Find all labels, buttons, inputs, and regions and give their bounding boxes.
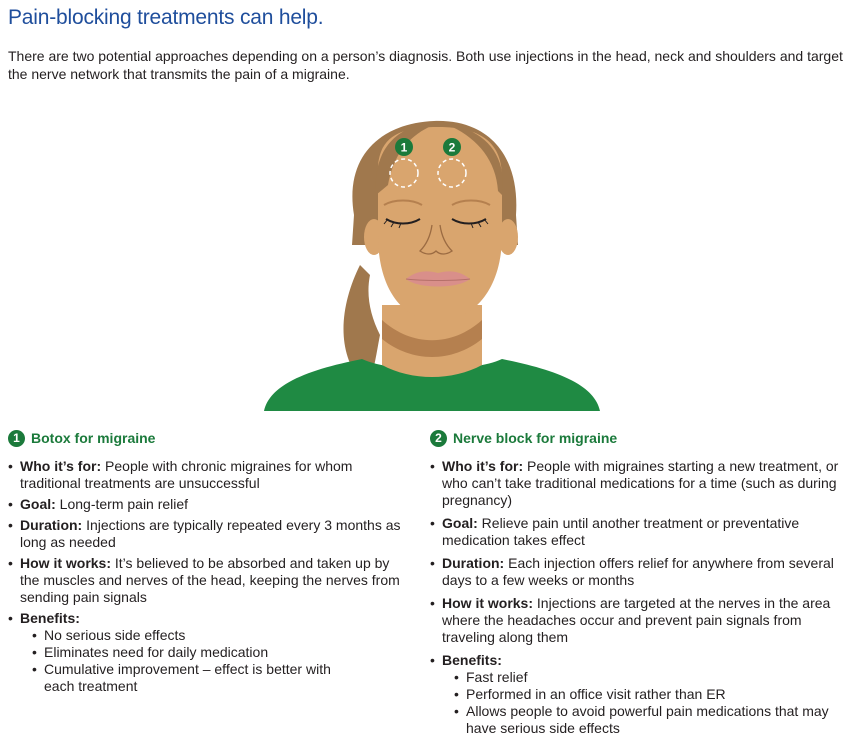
benefits-label: Benefits: <box>20 610 80 626</box>
item-label: Duration: <box>442 555 505 571</box>
number-badge-2: 2 <box>430 430 447 447</box>
item-label: How it works: <box>20 555 112 571</box>
benefit-item: • No serious side effects <box>32 627 408 644</box>
item-label: Who it’s for: <box>20 458 102 474</box>
benefit-item: • Eliminates need for daily medication <box>32 644 408 661</box>
list-item <box>8 555 408 606</box>
list-item <box>430 652 850 737</box>
marker-2 <box>443 138 461 156</box>
intro-paragraph: There are two potential approaches depending on a person’s diagnosis. Both use injections in the head, neck and shoulders and target the nerve network that transmits the pain of a migraine. <box>8 48 843 82</box>
svg-text:2: 2 <box>448 140 456 155</box>
item-label: How it works: <box>442 595 534 611</box>
item-text: Long-term pain relief <box>55 496 189 512</box>
page-title: Pain-blocking treatments can help. <box>8 6 324 29</box>
list-item <box>8 458 408 492</box>
list-item <box>8 496 408 513</box>
botox-column <box>8 428 408 699</box>
item-text: Each injection offers relief for anywhere from several days to a few weeks or months <box>442 555 834 588</box>
list-item <box>430 515 850 549</box>
benefits-label: Benefits: <box>442 652 502 668</box>
woman-face-illustration <box>262 115 602 413</box>
botox-list <box>8 458 408 695</box>
benefit-item: • Allows people to avoid powerful pain medications that may have serious side effects <box>454 703 850 737</box>
nerve-block-title: Nerve block for migraine <box>453 430 618 446</box>
benefits-list <box>442 669 850 737</box>
item-text: Injections are typically repeated every 3 months as long as needed <box>20 517 401 550</box>
item-text: It’s believed to be absorbed and taken up by the muscles and nerves of the head, keeping the nerves from sending pain signals <box>20 555 400 605</box>
list-item <box>430 555 850 589</box>
item-label: Duration: <box>20 517 83 533</box>
list-item <box>430 595 850 646</box>
item-label: Goal: <box>442 515 478 531</box>
item-label: Who it’s for: <box>442 458 524 474</box>
benefit-item: • Cumulative improvement – effect is better with each treatment <box>32 661 334 695</box>
item-text: People with chronic migraines for whom traditional treatments are unsuccessful <box>20 458 353 491</box>
item-text: Injections are targeted at the nerves in the area where the headaches occur and prevent pain signals from traveling along them <box>442 595 831 645</box>
benefit-item: • Fast relief <box>454 669 850 686</box>
nerve-block-list <box>430 458 850 737</box>
list-item <box>8 517 408 551</box>
botox-title: Botox for migraine <box>31 430 156 446</box>
marker-1 <box>395 138 413 156</box>
number-badge-1: 1 <box>8 430 25 447</box>
benefit-item: • Performed in an office visit rather than ER <box>454 686 850 703</box>
list-item <box>8 610 408 695</box>
nerve-block-header <box>430 428 850 448</box>
botox-header <box>8 428 408 448</box>
item-label: Goal: <box>20 496 56 512</box>
nerve-block-column <box>430 428 850 743</box>
svg-text:1: 1 <box>400 140 408 155</box>
benefits-list <box>20 627 408 695</box>
item-text: Relieve pain until another treatment or preventative medication takes effect <box>442 515 800 548</box>
item-text: People with migraines starting a new treatment, or who can’t take traditional medications for a time (such as during pregnancy) <box>442 458 839 508</box>
list-item <box>430 458 850 509</box>
